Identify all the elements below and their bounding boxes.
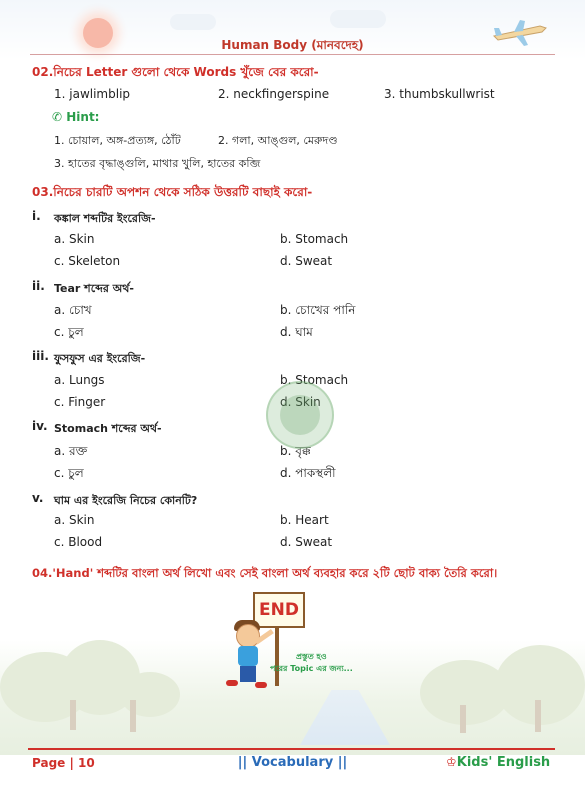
page-title: Human Body (মানবদেহ)	[221, 38, 364, 52]
mcq-2-question: Tear শব্দের অর্থ-	[54, 282, 134, 295]
mcq-1-question: কঙ্কাল শব্দটির ইংরেজি-	[54, 212, 156, 225]
watermark-book-icon	[280, 395, 320, 435]
question-04-instruction: 'Hand' শব্দটির বাংলা অর্থ লিখো এবং সেই বাংলা অর্থ ব্যবহার করে ২টি ছোট বাক্য তৈরি করো।	[52, 566, 498, 580]
mcq-5-option-b: b. Heart	[280, 513, 329, 527]
mcq-5-option-c: c. Blood	[54, 535, 103, 549]
phone-icon: ✆	[52, 110, 63, 124]
cloud-icon	[330, 10, 386, 28]
kid-shoe	[255, 682, 267, 688]
watermark-logo	[266, 381, 334, 449]
header-divider	[30, 54, 555, 55]
mcq-4-option-d: d. পাকস্থলী	[280, 466, 336, 480]
mcq-4-option-b: b. বৃক্ক	[280, 444, 311, 458]
mcq-2-option-b: b. চোখের পানি	[280, 303, 356, 317]
kid-body	[238, 646, 258, 666]
mcq-3-option-a: a. Lungs	[54, 373, 105, 387]
tree-trunk	[460, 705, 466, 733]
mcq-1-option-d: d. Sweat	[280, 254, 333, 268]
mcq-5-number: v.	[32, 491, 44, 505]
question-04-number: 04.	[32, 566, 53, 580]
mcq-3-option-c: c. Finger	[54, 395, 106, 409]
brand-label	[446, 755, 550, 770]
page-number: Page | 10	[32, 756, 95, 770]
question-02-number: 02.	[32, 65, 54, 79]
kid-legs	[240, 666, 256, 682]
tree-trunk	[535, 700, 541, 732]
mcq-5-option-d: d. Sweat	[280, 535, 333, 549]
mcq-2-option-c: c. চুল	[54, 325, 84, 339]
next-topic-text: পরের Topic এর জন্য...	[270, 664, 353, 673]
question-03-instruction: নিচের চারটি অপশন থেকে সঠিক উত্তরটি বাছাই করো-	[53, 185, 313, 199]
tree-icon	[120, 672, 180, 717]
end-sign-text: END	[259, 600, 299, 620]
footer-divider	[28, 748, 555, 750]
question-03-number: 03.	[32, 185, 54, 199]
mcq-4-question: Stomach শব্দের অর্থ-	[54, 422, 162, 435]
question-03-heading	[32, 184, 312, 204]
mcq-5-option-a: a. Skin	[54, 513, 95, 527]
mcq-4-option-c: c. চুল	[54, 466, 84, 480]
question-04-heading	[32, 565, 497, 584]
kid-shoe	[226, 680, 238, 686]
mcq-2-number: ii.	[32, 279, 45, 293]
mcq-2-option-a: a. চোখ	[54, 303, 92, 317]
hint-heading	[52, 110, 99, 124]
section-name: || Vocabulary ||	[237, 755, 348, 770]
question-02-heading	[32, 64, 319, 84]
sign-pole	[275, 626, 279, 686]
brand-name: Kids' English	[456, 755, 551, 770]
crown-icon: ♔	[446, 755, 457, 769]
mcq-3-option-d: d. Skin	[280, 395, 321, 409]
end-sign	[253, 592, 305, 628]
mcq-3-option-b: b. Stomach	[280, 373, 349, 387]
q02-item-2: 2. neckfingerspine	[218, 87, 330, 101]
cloud-icon	[170, 14, 216, 30]
tree-trunk	[130, 700, 136, 732]
mcq-1-option-a: a. Skin	[54, 232, 95, 246]
mcq-3-question: ফুসফুস এর ইংরেজি-	[54, 352, 146, 365]
get-ready-text: প্রস্তুত হও	[296, 652, 327, 661]
tree-trunk	[70, 700, 76, 730]
mcq-1-number: i.	[32, 209, 41, 223]
mcq-3-number: iii.	[32, 349, 49, 363]
hint-3: 3. হাতের বৃদ্ধাঙ্গুলি, মাথার খুলি, হাতের কব্জি	[54, 157, 261, 170]
mcq-4-number: iv.	[32, 419, 48, 433]
mcq-1-option-b: b. Stomach	[280, 232, 349, 246]
hint-2: 2. গলা, আঙ্গুল, মেরুদণ্ড	[218, 134, 338, 147]
mcq-5-question: ঘাম এর ইংরেজি নিচের কোনটি?	[54, 494, 198, 507]
question-02-instruction: নিচের Letter গুলো থেকে Words খুঁজে বের করো-	[53, 65, 319, 79]
mcq-2-option-d: d. ঘাম	[280, 325, 313, 339]
hint-1: 1. চোয়াল, অঙ্গ-প্রত্যঙ্গ, ঠোঁট	[54, 134, 181, 147]
q02-item-1: 1. jawlimblip	[54, 87, 131, 101]
hint-label: Hint:	[66, 110, 100, 124]
mcq-1-option-c: c. Skeleton	[54, 254, 121, 268]
q02-item-3: 3. thumbskullwrist	[384, 87, 495, 101]
mcq-4-option-a: a. রক্ত	[54, 444, 88, 458]
